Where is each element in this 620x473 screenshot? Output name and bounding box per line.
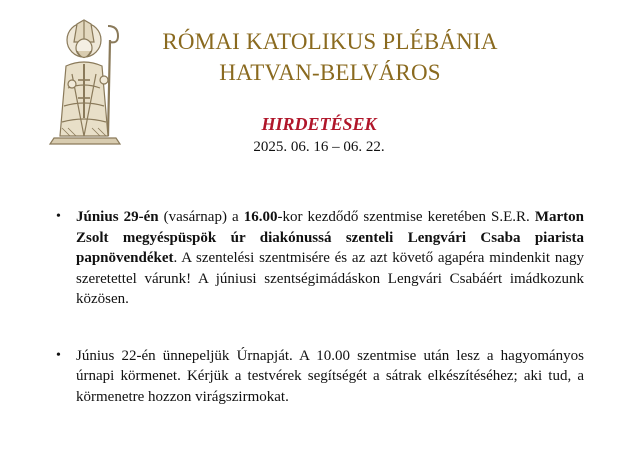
notice-text-part: -kor kezdődő szentmise keretében S.E.R.: [277, 209, 535, 225]
notice-text: Június 22-én ünnepeljük Úrnapját. A 10.00 szentmise után lesz a hagyományos úrnapi körmenet. Kérjük a testvérek segítségét a sátrak elkészítéséhez; aki tud, a körmenetre hozzon virágszirmokat.: [76, 347, 584, 405]
parish-name: [120, 26, 540, 88]
notice-text-part: . A szentelési szentmisére és az azt követő agapéra mindenkit nagy szeretettel várunk! A júniusi szentségimádáskon Lengvári Csabáért imádkozunk közösen.: [76, 250, 584, 307]
notices-list: [56, 207, 584, 443]
notice-text-part: (vasárnap) a: [158, 209, 244, 225]
bullet-icon: •: [56, 347, 61, 363]
notice-highlight: Marton Zsolt megyéspüspök úr diakónussá szenteli Lengvári Csaba piarista papnövendéket: [76, 209, 584, 266]
notice-time: 16.00: [243, 209, 278, 225]
list-item: [56, 346, 584, 408]
notices-date-range: 2025. 06. 16 – 06. 22.: [253, 139, 385, 155]
bullet-icon: •: [56, 209, 61, 224]
parish-name-line2: HATVAN-BELVÁROS: [219, 60, 441, 85]
parish-name-line1: RÓMAI KATOLIKUS PLÉBÁNIA: [162, 29, 498, 54]
list-item: [56, 207, 584, 310]
notice-date: Június 29-én: [76, 209, 159, 225]
notices-heading: HIRDETÉSEK: [261, 114, 377, 134]
notice-text: [76, 209, 584, 307]
